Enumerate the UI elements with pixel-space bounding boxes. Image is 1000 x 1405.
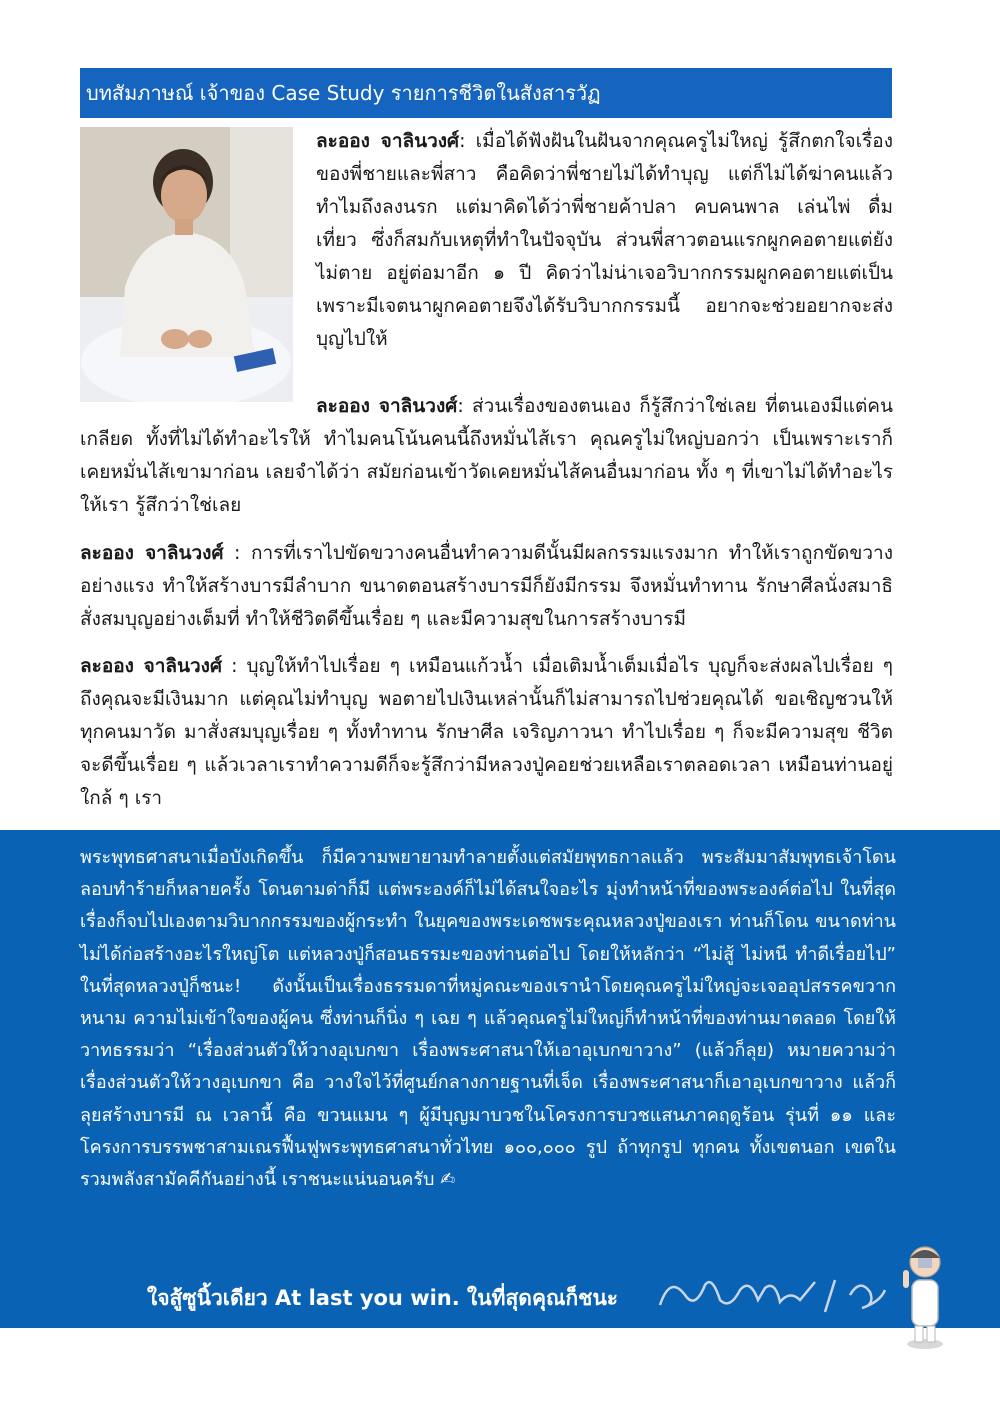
- answer-text: : บุญให้ทำไปเรื่อย ๆ เหมือนแก้วน้ำ เมื่อเติมน้ำเต็มเมื่อไร บุญก็จะส่งผลไปเรื่อย ๆ ถึงคุณจะมีเงินมาก แต่คุณไม่ทำบุญ พอตายไปเงินเหล่านั้นก็ไม่สามารถไปช่วยคุณได้ ขอเชิญชวนให้ทุกคนมาวัด มาสั่งสมบุญเรื่อย ๆ ทั้งทำทาน รักษาศีล เจริญภาวนา ทำไปเรื่อย ๆ ก็จะมีความสุข ชีวิตจะดีขึ้นเรื่อย ๆ แล้วเวลาเราทำความดีก็จะรู้สึกว่ามีหลวงปู่คอยช่วยเหลือเราตลอดเวลา เหมือนท่านอยู่ใกล้ ๆ เรา: [80, 655, 893, 809]
- answer-text: : ส่วนเรื่องของตนเอง ก็รู้สึกว่าใช่เลย ที่ตนเองมีแต่คนเกลียด ทั้งที่ไม่ได้ทำอะไรให้ ทำไมคนโน้นคนนี้ถึงหมั่นไส้เรา คุณครูไม่ใหญ่บอกว่า เป็นเพราะเราก็เคยหมั่นไส้เขามาก่อน เลยจำได้ว่า สมัยก่อนเข้าวัดเคยหมั่นไส้คนอื่นมาก่อน ทั้ง ๆ ที่เขาไม่ได้ทำอะไรให้เรา รู้สึกว่าใช่เลย: [80, 395, 893, 516]
- interviewee-photo: [80, 127, 293, 402]
- speaker-name: ละออง จาลินวงศ์: [80, 655, 223, 677]
- signature-image: [650, 1270, 890, 1320]
- speaker-name: ละออง จาลินวงศ์: [80, 542, 224, 564]
- commentary-text: พระพุทธศาสนาเมื่อบังเกิดขึ้น ก็มีความพยายามทำลายตั้งแต่สมัยพุทธกาลแล้ว พระสัมมาสัมพุทธเจ้าโดนลอบทำร้ายก็หลายครั้ง โดนตามด่าก็มี แต่พระองค์ก็ไม่ได้สนใจอะไร มุ่งทำหน้าที่ของพระองค์ต่อไป ในที่สุดเรื่องก็จบไปเองตามวิบากกรรมของผู้กระทำ ในยุคของพระเดชพระคุณหลวงปู่ของเรา ท่านก็โดน ขนาดท่านไม่ได้ก่อสร้างอะไรใหญ่โต แต่หลวงปู่ก็สอนธรรมะของท่านต่อไป โดยให้หลักว่า “ไม่สู้ ไม่หนี ทำดีเรื่อยไป” ในที่สุดหลวงปู่ก็ชนะ! ดังนั้นเป็นเรื่องธรรมดาที่หมู่คณะของเรานำโดยคุณครูไม่ใหญ่จะเจออุปสรรคขวากหนาม ความไม่เข้าใจของผู้คน ซึ่งท่านก็นิ่ง ๆ เฉย ๆ แล้วคุณครูไม่ใหญ่ก็ทำหน้าที่ของท่านมาตลอด โดยให้วาทธรรมว่า “เรื่องส่วนตัวให้วางอุเบกขา เรื่องพระศาสนาให้เอาอุเบกขาวาง” (แล้วก็ลุย) หมายความว่า เรื่องส่วนตัวให้วางอุเบกขา คือ วางใจไว้ที่ศูนย์กลางกายฐานที่เจ็ด เรื่องพระศาสนาก็เอาอุเบกขาวาง แล้วก็ลุยสร้างบารมี ณ เวลานี้ คือ ขวนแมน ๆ ผู้มีบุญมาบวชในโครงการบวชแสนภาคฤดูร้อน รุ่นที่ ๑๑ และโครงการบรรพชาสามเณรฟื้นฟูพระพุทธศาสนาทั่วไทย ๑๐๐,๐๐๐ รูป ถ้าทุกรูป ทุกคน ทั้งเขตนอก เขตใน รวมพลังสามัคคีกันอย่างนี้ เราชนะแน่นอนครับ ✍: [80, 847, 896, 1191]
- speaker-name: ละออง จาลินวงศ์: [316, 395, 458, 417]
- answer-text: : เมื่อได้ฟังฝันในฝันจากคุณครูไม่ใหญ่ รู้สึกตกใจเรื่องของพี่ชายและพี่สาว คือคิดว่าพี่ชายไม่ได้ทำบุญ แต่ก็ไม่ได้ฆ่าคนแล้วทำไมถึงลงนรก แต่มาคิดได้ว่าพี่ชายค้าปลา คบคนพาล เล่นไพ่ ดื่ม เที่ยว ซึ่งก็สมกับเหตุที่ทำในปัจจุบัน ส่วนพี่สาวตอนแรกผูกคอตายแต่ยังไม่ตาย อยู่ต่อมาอีก ๑ ปี คิดว่าไม่น่าเจอวิบากกรรมผูกคอตายแต่เป็นเพราะมีเจตนาผูกคอตายจึงได้รับวิบากกรรมนี้ อยากจะช่วยอยากจะส่งบุญไปให้: [316, 130, 893, 350]
- interview-paragraph-4: [80, 650, 893, 815]
- article-header: [80, 68, 892, 118]
- mascot-figure-icon: [900, 1240, 950, 1350]
- interview-paragraph-1: [316, 125, 893, 356]
- interview-paragraph-3: [80, 537, 893, 636]
- closing-slogan: ใจสู้ซูนิ้วเดียว At last you win. ในที่สุดคุณก็ชนะ: [147, 1286, 619, 1310]
- article-title: บทสัมภาษณ์ เจ้าของ Case Study รายการชีวิตในสังสารวัฏ: [86, 81, 601, 105]
- answer-text: : การที่เราไปขัดขวางคนอื่นทำความดีนั้นมีผลกรรมแรงมาก ทำให้เราถูกขัดขวางอย่างแรง ทำให้สร้างบารมีลำบาก ขนาดตอนสร้างบารมีก็ยังมีกรรม จึงหมั่นทำทาน รักษาศีลนั่งสมาธิ สั่งสมบุญอย่างเต็มที่ ทำให้ชีวิตดีขึ้นเรื่อย ๆ และมีความสุขในการสร้างบารมี: [80, 542, 893, 630]
- interview-paragraph-2: [80, 390, 893, 522]
- commentary-box: [0, 830, 1000, 1328]
- speaker-name: ละออง จาลินวงศ์: [316, 130, 460, 152]
